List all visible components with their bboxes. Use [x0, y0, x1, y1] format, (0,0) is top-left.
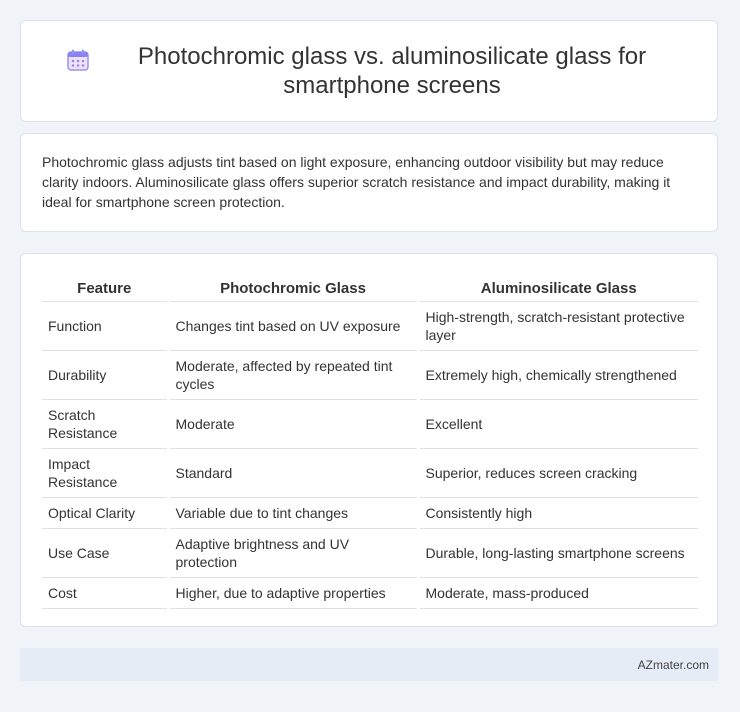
feature-cell: Optical Clarity: [42, 498, 168, 529]
photochromic-cell: Higher, due to adaptive properties: [168, 578, 418, 609]
title-row: [21, 42, 717, 100]
comparison-card: [20, 253, 718, 627]
footer-bar: [20, 648, 718, 681]
summary-card: [20, 133, 718, 232]
photochromic-cell: Moderate, affected by repeated tint cycles: [168, 351, 418, 400]
comparison-table: [42, 273, 698, 609]
title-card: [20, 20, 718, 122]
page-title: Photochromic glass vs. aluminosilicate glass for smartphone screens: [137, 43, 647, 99]
aluminosilicate-cell: Excellent: [418, 400, 698, 449]
photochromic-cell: Variable due to tint changes: [168, 498, 418, 529]
table-row: [42, 351, 698, 400]
feature-cell: Durability: [42, 351, 168, 400]
aluminosilicate-cell: Moderate, mass-produced: [418, 578, 698, 609]
column-header-feature: Feature: [42, 273, 168, 302]
photochromic-cell: Changes tint based on UV exposure: [168, 302, 418, 351]
summary-text: Photochromic glass adjusts tint based on light exposure, enhancing outdoor visibility but may reduce clarity indoors. Aluminosilicate glass offers superior scratch resistance and impact durability, making it ideal for smartphone screen protection.: [42, 154, 671, 210]
photochromic-cell: Adaptive brightness and UV protection: [168, 529, 418, 578]
table-row: [42, 302, 698, 351]
table-row: [42, 578, 698, 609]
column-header-aluminosilicate: Aluminosilicate Glass: [418, 273, 698, 302]
feature-cell: Cost: [42, 578, 168, 609]
photochromic-cell: Moderate: [168, 400, 418, 449]
table-row: [42, 400, 698, 449]
aluminosilicate-cell: Consistently high: [418, 498, 698, 529]
photochromic-cell: Standard: [168, 449, 418, 498]
table-row: [42, 529, 698, 578]
aluminosilicate-cell: Durable, long-lasting smartphone screens: [418, 529, 698, 578]
table-row: [42, 498, 698, 529]
calendar-icon: [66, 48, 90, 72]
aluminosilicate-cell: Extremely high, chemically strengthened: [418, 351, 698, 400]
table-header-row: [42, 273, 698, 302]
footer-brand: AZmater.com: [637, 657, 709, 672]
aluminosilicate-cell: High-strength, scratch-resistant protective layer: [418, 302, 698, 351]
feature-cell: Function: [42, 302, 168, 351]
feature-cell: Use Case: [42, 529, 168, 578]
feature-cell: Scratch Resistance: [42, 400, 168, 449]
table-row: [42, 449, 698, 498]
aluminosilicate-cell: Superior, reduces screen cracking: [418, 449, 698, 498]
feature-cell: Impact Resistance: [42, 449, 168, 498]
column-header-photochromic: Photochromic Glass: [168, 273, 418, 302]
